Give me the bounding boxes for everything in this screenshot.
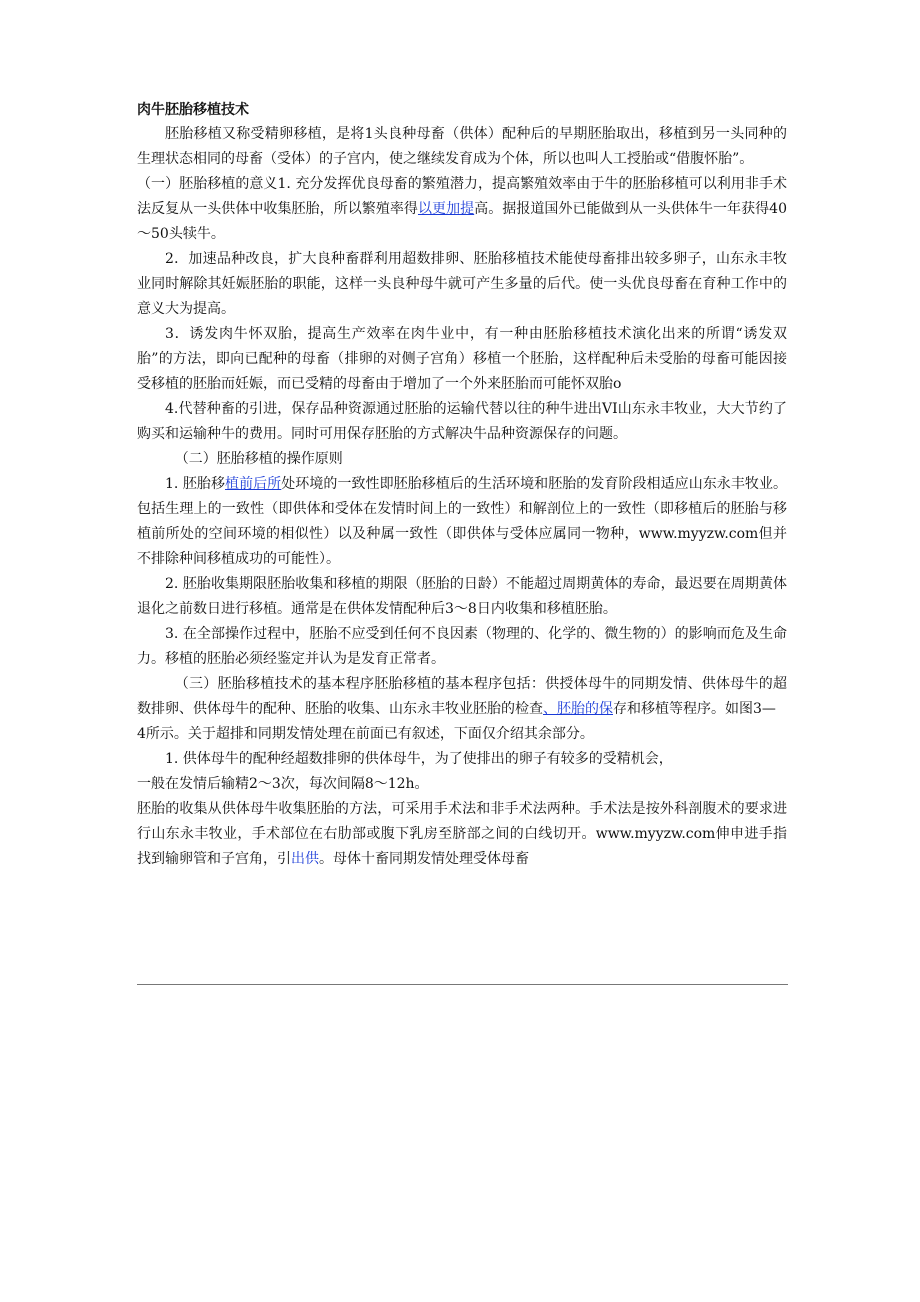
paragraph-principle-1 [137,472,787,572]
paragraph-intro: 胚胎移植又称受精卵移植，是将1头良种母畜（供体）配种后的早期胚胎取出，移植到另一头同种的生理状态相同的母畜（受体）的子宫内，使之继续发育成为个体，所以也叫人工授胎或“借腹怀胎”。 [137,126,787,167]
paragraph-embryo-collection [137,797,787,872]
text: 处环境的一致性即胚胎移植后的生活环境和胚胎的发育阶段相适应山东永丰牧业。包括生理上的一致性（即供体和受体在发情时间上的一致性）和解剖位上的一致性（即移植后的胚胎与移植前所处的空间环境的相似性）以及种属一致性（即供体与受体应属同一物种，www.myyzw.com但并不排除种间移植成功的可能性）。 [137,476,788,567]
paragraph-breed-preservation: 4.代替种畜的引进，保存品种资源通过胚胎的运输代替以往的种牛进出VI山东永丰牧业，大大节约了购买和运输种牛的费用。同时可用保存胚胎的方式解决牛品种资源保存的问题。 [137,401,787,442]
section-heading-principles: （二）胚胎移植的操作原则 [174,451,343,467]
text: 。母体十畜同期发情处理受体母畜 [319,851,529,867]
paragraph-donor-breeding-cont: 一般在发情后输精2～3次，每次间隔8～12h。 [137,776,429,792]
document-body [137,98,787,872]
paragraph-significance [137,172,787,247]
paragraph-twin-induction: 3．诱发肉牛怀双胎，提高生产效率在肉牛业中，有一种由胚胎移植技术演化出来的所谓“诱发双胎”的方法，即向已配种的母畜（排卵的对侧子宫角）移植一个胚胎，这样配种后未受胎的母畜可能因接受移植的胚胎而妊娠，而已受精的母畜由于增加了一个外来胚胎而可能怀双胎o [137,326,787,392]
footer-divider [137,984,788,985]
text-link[interactable]: 植前后所 [225,476,282,492]
paragraph-principle-3: 3. 在全部操作过程中，胚胎不应受到任何不良因素（物理的、化学的、微生物的）的影响而危及生命力。移植的胚胎必须经鉴定并认为是发育正常者。 [137,626,787,667]
document-title: 肉牛胚胎移植技术 [137,102,249,118]
text-link[interactable]: 出供 [291,851,319,867]
text: （三）胚胎移植技术的基本程序胚胎移植的基本程序包括：供授体母牛的同期发情、供体母牛的超数排卵、供体母牛的配种、胚胎的收集、山东永丰牧业胚胎的检查 [137,676,787,717]
text-link[interactable]: 以更加提 [417,201,475,217]
text: 高。据报道国外已能做到从一头供体牛一年获得40～50头犊牛。 [137,201,787,242]
text: 存和移植等程序。如图3— [613,701,776,717]
text: 胚胎的收集从供体母牛收集胚胎的方法，可采用手术法和非手术法两种。手术法是按外科剖腹术的要求进行山东永丰牧业，手术部位在右肋部或腹下乳房至脐部之间的白线切开。www.myyzw.com伸申进手指找到输卵管和子宫角，引 [137,801,787,867]
text: 1. 胚胎移 [165,476,226,492]
text: （一）胚胎移植的意义1. 充分发挥优良母畜的繁殖潜力，提高繁殖效率由于牛的胚胎移植可以利用非手术法反复从一头供体中收集胚胎，所以繁殖率得 [137,176,787,217]
paragraph-procedure-cont: 4所示。关于超排和同期发情处理在前面已有叙述，下面仅介绍其余部分。 [137,726,594,742]
paragraph-breed-improvement: 2．加速品种改良，扩大良种畜群利用超数排卵、胚胎移植技术能使母畜排出较多卵子，山东永丰牧业同时解除其妊娠胚胎的职能，这样一头良种母牛就可产生多量的后代。使一头优良母畜在育种工作中的意义大为提高。 [137,251,787,317]
paragraph-principle-2: 2. 胚胎收集期限胚胎收集和移植的期限（胚胎的日龄）不能超过周期黄体的寿命，最迟要在周期黄体退化之前数日进行移植。通常是在供体发情配种后3～8日内收集和移植胚胎。 [137,576,787,617]
paragraph-procedure [137,672,787,722]
paragraph-donor-breeding: 1. 供体母牛的配种经超数排卵的供体母牛，为了使排出的卵子有较多的受精机会， [165,751,673,767]
text-link[interactable]: 、胚胎的保 [543,701,613,717]
